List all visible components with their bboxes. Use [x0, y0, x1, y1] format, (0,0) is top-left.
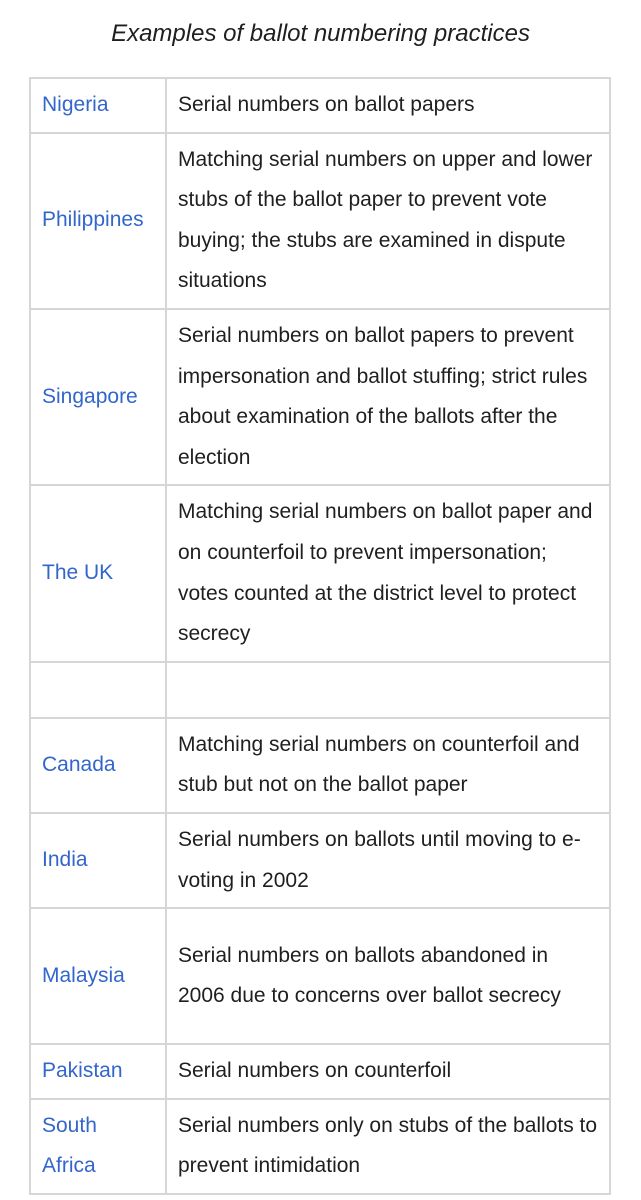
practice-cell: Matching serial numbers on counterfoil and stub but not on the ballot paper — [166, 718, 610, 813]
table-row — [30, 813, 610, 908]
table-row — [30, 1099, 610, 1194]
practice-cell: Matching serial numbers on ballot paper and on counterfoil to prevent impersonation; votes counted at the district level to protect secrecy — [166, 485, 610, 661]
country-link-south-africa[interactable]: South Africa — [30, 1099, 166, 1194]
country-link-nigeria[interactable]: Nigeria — [30, 78, 166, 133]
country-link-the-uk[interactable]: The UK — [30, 485, 166, 661]
table-row — [30, 309, 610, 485]
practice-cell: Serial numbers on ballot papers to prevent impersonation and ballot stuffing; strict rules about examination of the ballots after the election — [166, 309, 610, 485]
country-link-canada[interactable]: Canada — [30, 718, 166, 813]
empty-country-cell — [30, 662, 166, 718]
table-row — [30, 1044, 610, 1099]
country-link-philippines[interactable]: Philippines — [30, 133, 166, 309]
table-row — [30, 908, 610, 1044]
empty-table-row — [30, 662, 610, 718]
practice-cell: Serial numbers on ballots until moving to e-voting in 2002 — [166, 813, 610, 908]
practice-cell: Matching serial numbers on upper and lower stubs of the ballot paper to prevent vote buying; the stubs are examined in dispute situations — [166, 133, 610, 309]
practice-cell: Serial numbers only on stubs of the ballots to prevent intimidation — [166, 1099, 610, 1194]
empty-practice-cell — [166, 662, 610, 718]
table-row — [30, 133, 610, 309]
country-link-india[interactable]: India — [30, 813, 166, 908]
table-caption: Examples of ballot numbering practices — [111, 20, 530, 47]
table-row — [30, 718, 610, 813]
practice-cell: Serial numbers on ballot papers — [166, 78, 610, 133]
table-row — [30, 485, 610, 661]
country-link-singapore[interactable]: Singapore — [30, 309, 166, 485]
table-row — [30, 78, 610, 133]
practice-cell: Serial numbers on counterfoil — [166, 1044, 610, 1099]
practice-cell: Serial numbers on ballots abandoned in 2006 due to concerns over ballot secrecy — [166, 908, 610, 1044]
ballot-numbering-table — [29, 77, 611, 1195]
country-link-malaysia[interactable]: Malaysia — [30, 908, 166, 1044]
country-link-pakistan[interactable]: Pakistan — [30, 1044, 166, 1099]
